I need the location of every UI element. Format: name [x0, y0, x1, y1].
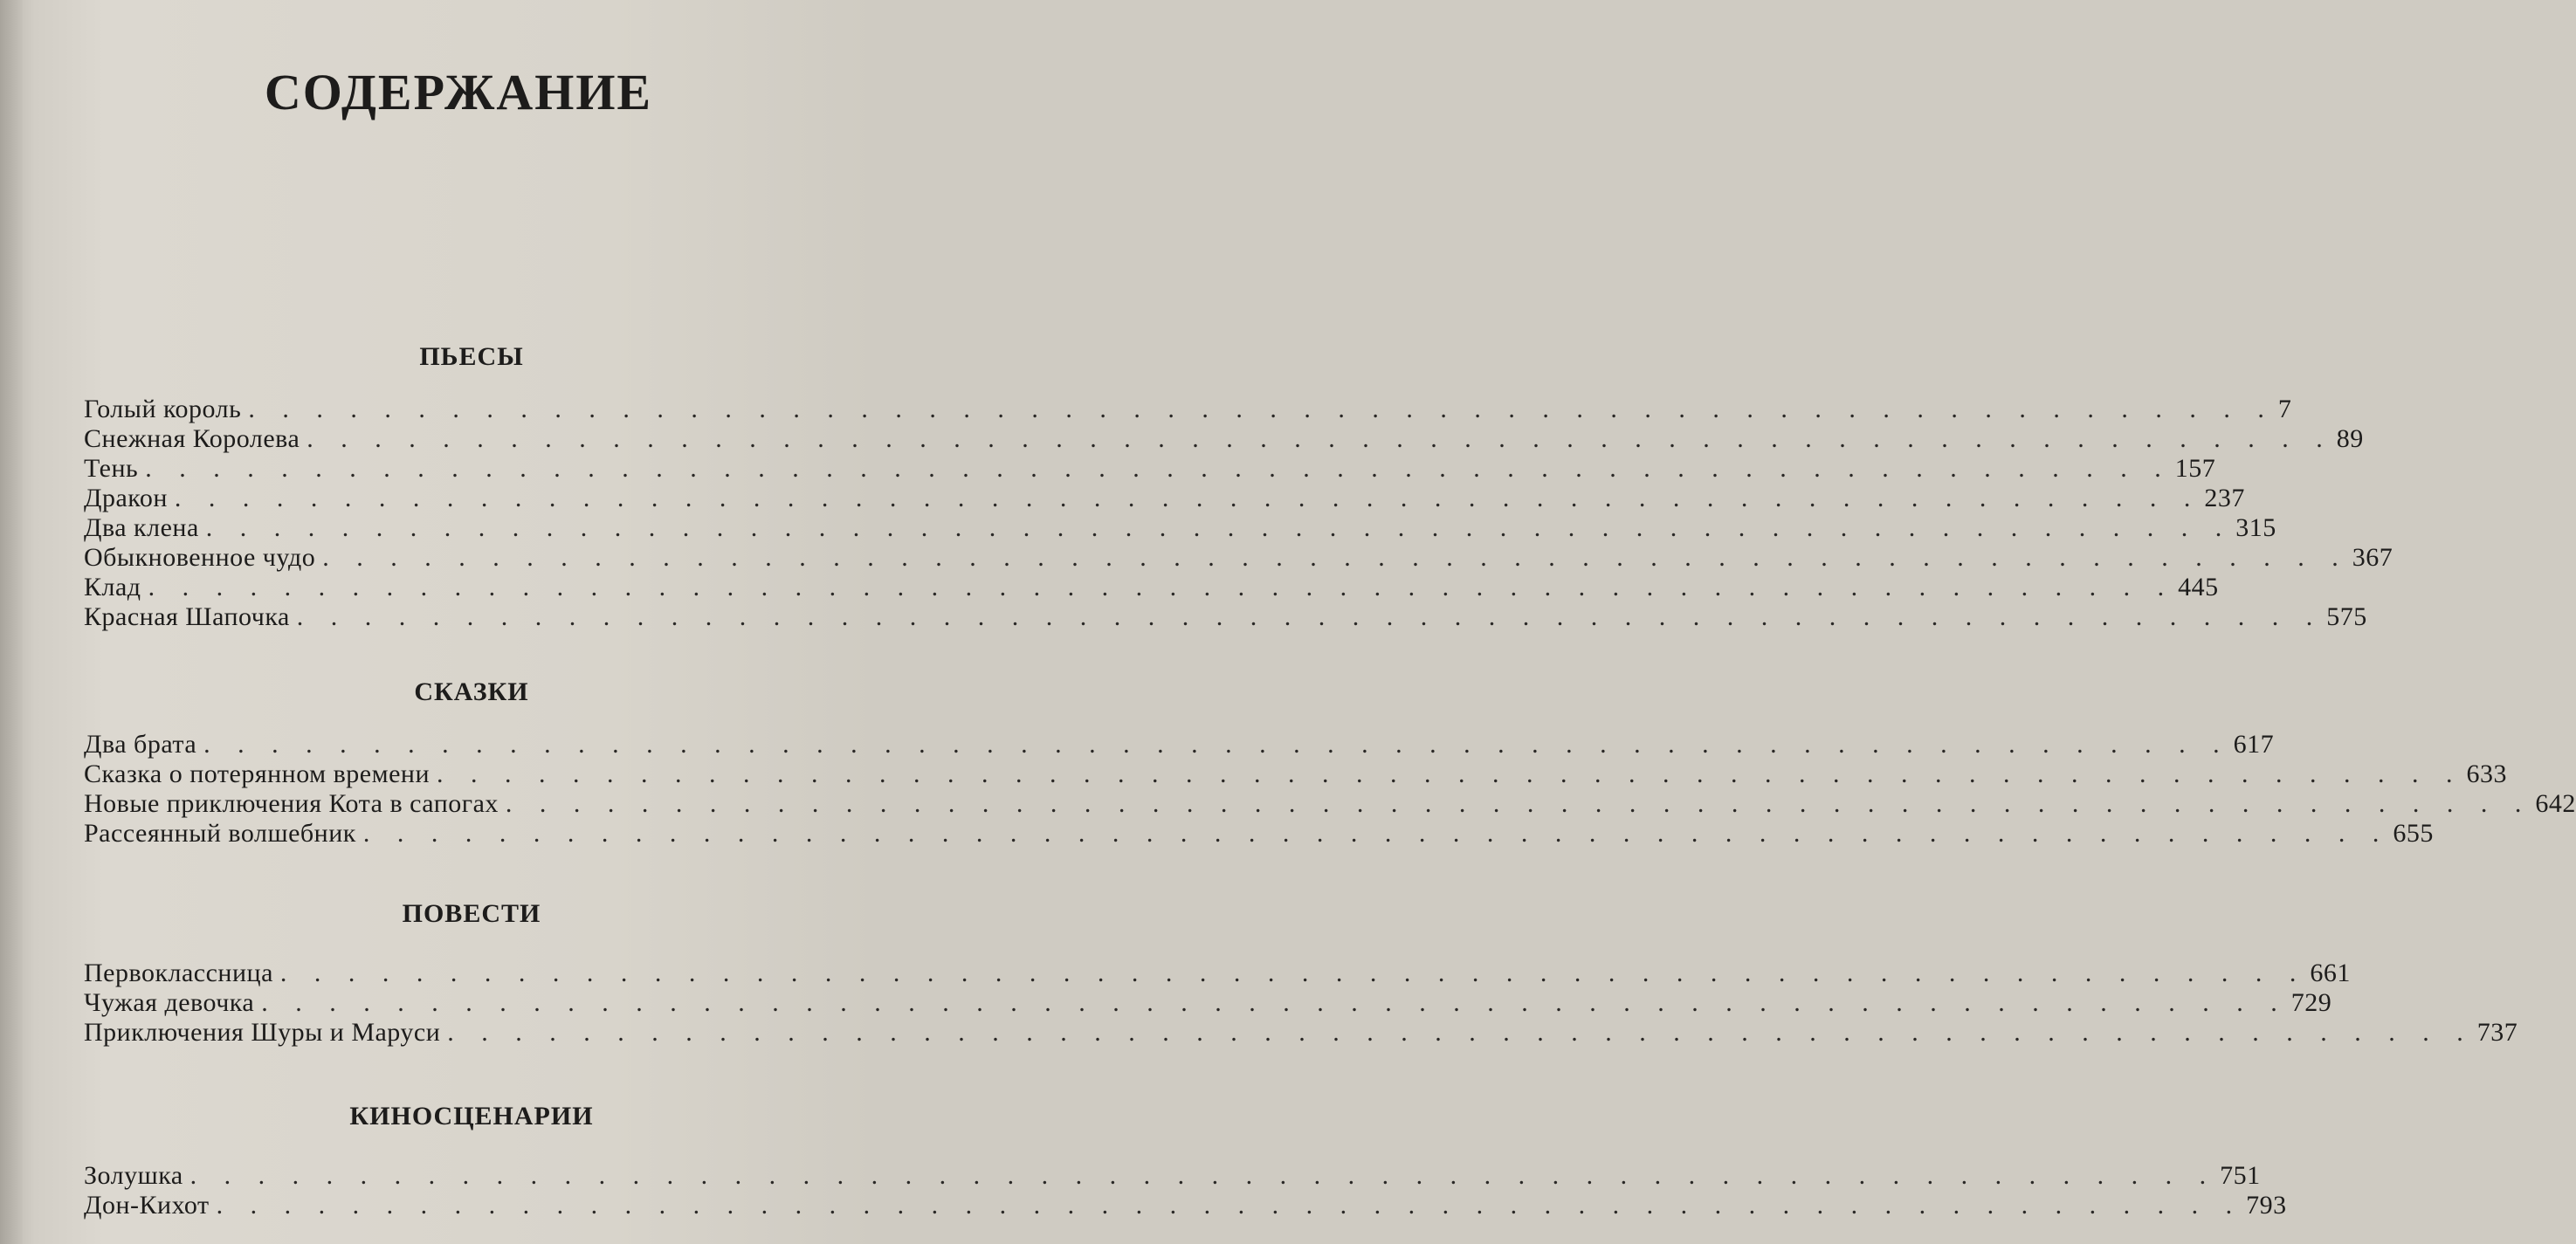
toc-entry[interactable] — [84, 730, 2275, 759]
toc-entry[interactable] — [84, 395, 2292, 424]
toc-entry-title: Сказка о потерянном времени — [84, 759, 430, 788]
toc-entry-title: Чужая девочка — [84, 988, 255, 1017]
toc-leader-dots: . . . . . . . . . . . . . . . . . . . . . . . . . . . . . . . . . . . . . . . . . . . . . . . . . . . . . . . . . . . . — [248, 395, 2275, 423]
toc-entry-page: 367 — [2352, 543, 2393, 572]
toc-leader-dots: . . . . . . . . . . . . . . . . . . . . . . . . . . . . . . . . . . . . . . . . . . . . . . . . . . . . . . . . . . . . — [362, 819, 2390, 848]
toc-entry-page: 655 — [2393, 819, 2434, 848]
toc-entry-page: 157 — [2174, 454, 2216, 483]
toc-entry[interactable] — [84, 513, 2276, 543]
toc-entry[interactable] — [84, 1191, 2287, 1220]
toc-entry-title: Два брата — [84, 730, 197, 759]
toc-entry-title: Дон-Кихот — [84, 1191, 210, 1220]
toc-entry-title: Первоклассница — [84, 959, 273, 987]
toc-entry-title: Снежная Королева — [84, 424, 300, 453]
toc-entry[interactable] — [84, 819, 2434, 849]
book-spine-shadow — [0, 0, 23, 1244]
toc-entry-page: 7 — [2277, 395, 2292, 423]
toc-entry-title: Золушка — [84, 1161, 183, 1190]
toc-entry-page: 661 — [2310, 959, 2351, 987]
toc-leader-dots: . . . . . . . . . . . . . . . . . . . . . . . . . . . . . . . . . . . . . . . . . . . . . . . . . . . . . . . . . . . . — [307, 424, 2333, 453]
toc-entry-title: Обыкновенное чудо — [84, 543, 316, 572]
toc-entry-page: 445 — [2178, 573, 2219, 601]
section-heading-fairy-tales: СКАЗКИ — [414, 677, 529, 706]
toc-leader-dots: . . . . . . . . . . . . . . . . . . . . . . . . . . . . . . . . . . . . . . . . . . . . . . . . . . . . . . . . . . . . — [261, 988, 2288, 1017]
toc-entry-title: Новые приключения Кота в сапогах — [84, 789, 499, 818]
toc-entry[interactable] — [84, 424, 2364, 454]
toc-entry[interactable] — [84, 602, 2367, 632]
toc-entry-page: 633 — [2466, 759, 2508, 788]
toc-entry[interactable] — [84, 484, 2245, 513]
section-heading-novellas: ПОВЕСТИ — [402, 899, 541, 928]
toc-entry[interactable] — [84, 988, 2332, 1018]
toc-entry-page: 793 — [2246, 1191, 2287, 1220]
toc-entry-title: Два клена — [84, 513, 199, 542]
toc-entry-title: Голый король — [84, 395, 242, 423]
toc-entry-page: 617 — [2233, 730, 2275, 759]
toc-entry[interactable] — [84, 789, 2576, 819]
toc-entry-page: 642 — [2535, 789, 2576, 818]
toc-entry-page: 737 — [2476, 1018, 2518, 1047]
toc-list-novellas — [84, 959, 2518, 1048]
toc-entry[interactable] — [84, 543, 2393, 573]
toc-entry[interactable] — [84, 1161, 2261, 1191]
toc-leader-dots: . . . . . . . . . . . . . . . . . . . . . . . . . . . . . . . . . . . . . . . . . . . . . . . . . . . . . . . . . . . . — [189, 1161, 2217, 1190]
toc-entry-page: 237 — [2204, 484, 2245, 512]
toc-entry-title: Красная Шапочка — [84, 602, 290, 631]
toc-leader-dots: . . . . . . . . . . . . . . . . . . . . . . . . . . . . . . . . . . . . . . . . . . . . . . . . . . . . . . . . . . . . — [216, 1191, 2243, 1220]
toc-list-screenplays — [84, 1161, 2287, 1220]
toc-list-plays — [84, 395, 2393, 632]
section-heading-screenplays: КИНОСЦЕНАРИИ — [349, 1102, 594, 1131]
toc-entry[interactable] — [84, 1018, 2518, 1048]
toc-leader-dots: . . . . . . . . . . . . . . . . . . . . . . . . . . . . . . . . . . . . . . . . . . . . . . . . . . . . . . . . . . . . — [205, 513, 2233, 542]
toc-leader-dots: . . . . . . . . . . . . . . . . . . . . . . . . . . . . . . . . . . . . . . . . . . . . . . . . . . . . . . . . . . . . — [145, 454, 2172, 483]
toc-entry-page: 89 — [2336, 424, 2364, 453]
toc-entry-page: 575 — [2326, 602, 2367, 631]
toc-entry-title: Приключения Шуры и Маруси — [84, 1018, 441, 1047]
toc-entry-title: Тень — [84, 454, 139, 483]
toc-leader-dots: . . . . . . . . . . . . . . . . . . . . . . . . . . . . . . . . . . . . . . . . . . . . . . . . . . . . . . . . . . . . — [447, 1018, 2474, 1047]
toc-entry-title: Дракон — [84, 484, 168, 512]
toc-entry-page: 729 — [2290, 988, 2332, 1017]
toc-leader-dots: . . . . . . . . . . . . . . . . . . . . . . . . . . . . . . . . . . . . . . . . . . . . . . . . . . . . . . . . . . . . — [437, 759, 2463, 788]
toc-entry-title: Рассеянный волшебник — [84, 819, 356, 848]
toc-leader-dots: . . . . . . . . . . . . . . . . . . . . . . . . . . . . . . . . . . . . . . . . . . . . . . . . . . . . . . . . . . . . — [296, 602, 2324, 631]
toc-entry-page: 751 — [2220, 1161, 2261, 1190]
toc-entry[interactable] — [84, 573, 2219, 602]
toc-leader-dots: . . . . . . . . . . . . . . . . . . . . . . . . . . . . . . . . . . . . . . . . . . . . . . . . . . . . . . . . . . . . — [203, 730, 2230, 759]
toc-leader-dots: . . . . . . . . . . . . . . . . . . . . . . . . . . . . . . . . . . . . . . . . . . . . . . . . . . . . . . . . . . . . — [174, 484, 2201, 512]
toc-entry[interactable] — [84, 454, 2216, 484]
toc-leader-dots: . . . . . . . . . . . . . . . . . . . . . . . . . . . . . . . . . . . . . . . . . . . . . . . . . . . . . . . . . . . . — [322, 543, 2349, 572]
toc-entry-title: Клад — [84, 573, 141, 601]
toc-leader-dots: . . . . . . . . . . . . . . . . . . . . . . . . . . . . . . . . . . . . . . . . . . . . . . . . . . . . . . . . . . . . — [279, 959, 2307, 987]
toc-entry[interactable] — [84, 759, 2508, 789]
toc-leader-dots: . . . . . . . . . . . . . . . . . . . . . . . . . . . . . . . . . . . . . . . . . . . . . . . . . . . . . . . . . . . . — [505, 789, 2532, 818]
toc-entry-page: 315 — [2235, 513, 2276, 542]
toc-entry[interactable] — [84, 959, 2351, 988]
page-title: СОДЕРЖАНИЕ — [264, 64, 653, 120]
section-heading-plays: ПЬЕСЫ — [419, 342, 524, 371]
toc-list-fairy-tales — [84, 730, 2576, 849]
toc-leader-dots: . . . . . . . . . . . . . . . . . . . . . . . . . . . . . . . . . . . . . . . . . . . . . . . . . . . . . . . . . . . . — [148, 573, 2175, 601]
